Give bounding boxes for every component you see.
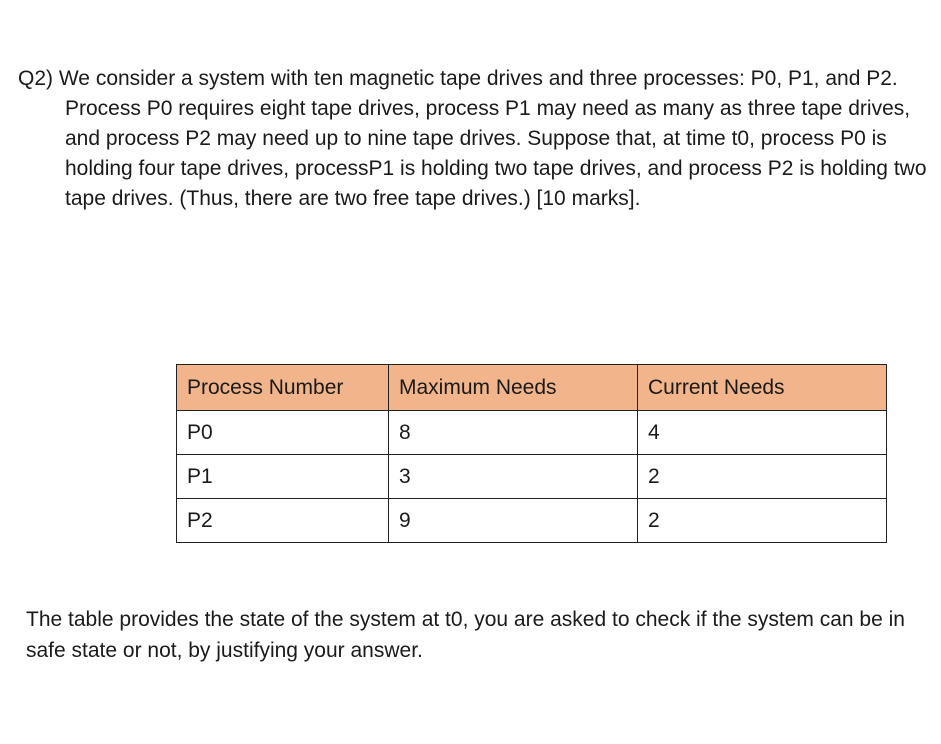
instructions-text: The table provides the state of the system at t0, you are asked to check if the system can be in safe state or not, by justifying your answer. (26, 608, 905, 662)
cell-maximum: 9 (389, 499, 638, 543)
header-maximum-needs: Maximum Needs (389, 365, 638, 411)
table-row (177, 499, 887, 543)
table-row (177, 455, 887, 499)
cell-process: P1 (177, 455, 389, 499)
table-header-row (177, 365, 887, 411)
process-table (176, 364, 887, 543)
question-label: Q2) (18, 67, 54, 90)
cell-current: 2 (638, 455, 887, 499)
header-current-needs: Current Needs (638, 365, 887, 411)
question-text: We consider a system with ten magnetic tape drives and three processes: P0, P1, and P2. Process P0 requires eight tape drives, process P1 may need as many as three tape drives, and process P2 may need up to nine tape drives. Suppose that, at time t0, process P0 is holding four tape drives, processP1 is holding two tape drives, and process P2 is holding two tape drives. (Thus, there are two free tape drives.) [10 marks]. (58, 67, 927, 210)
cell-current: 4 (638, 411, 887, 455)
question-paragraph (18, 64, 934, 214)
header-process-number: Process Number (177, 365, 389, 411)
cell-maximum: 3 (389, 455, 638, 499)
cell-current: 2 (638, 499, 887, 543)
cell-process: P0 (177, 411, 389, 455)
cell-process: P2 (177, 499, 389, 543)
cell-maximum: 8 (389, 411, 638, 455)
question-block (18, 64, 934, 214)
table-row (177, 411, 887, 455)
